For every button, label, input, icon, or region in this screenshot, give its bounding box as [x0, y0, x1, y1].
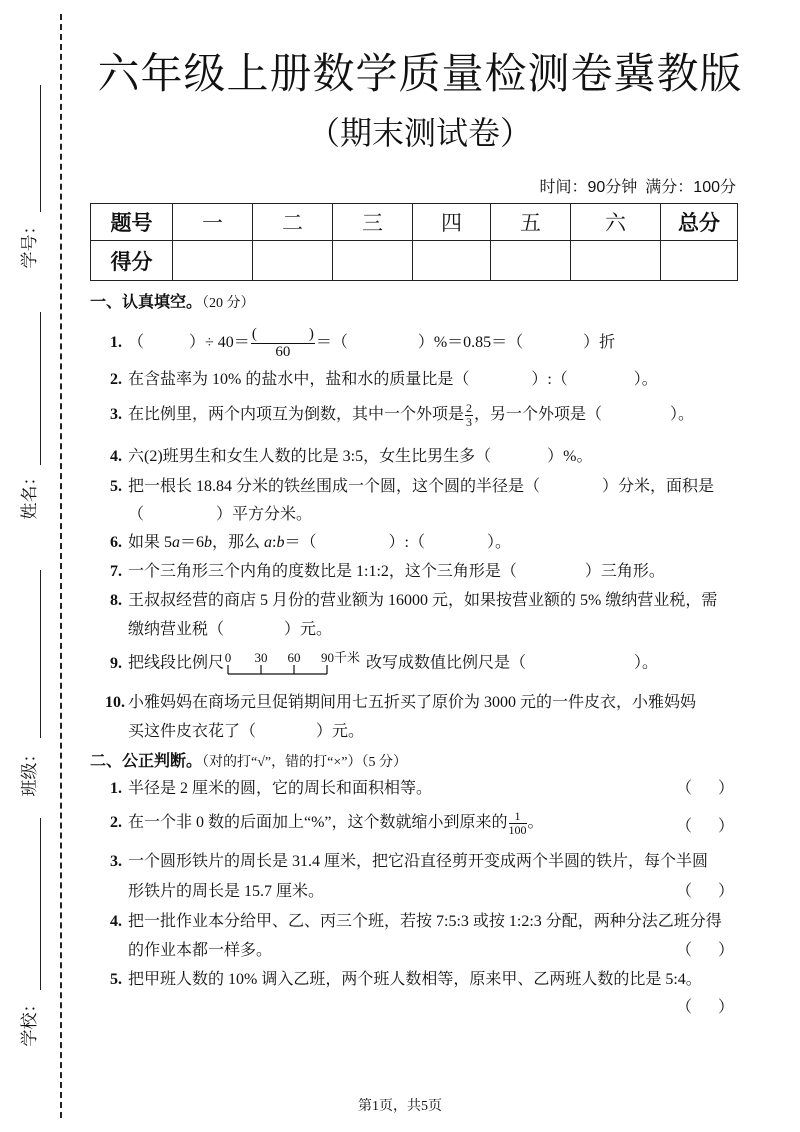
fraction-denominator: 3: [466, 415, 473, 429]
answer-blank: [144, 515, 216, 516]
question-text: ）。: [670, 406, 695, 424]
score-cell-6: [571, 241, 661, 281]
question-text: 如果 5: [128, 534, 173, 551]
question-text: 买这件皮衣花了（: [128, 723, 257, 740]
question-text: 在含盐率为 10% 的盐水中，盐和水的质量比是（: [128, 371, 470, 388]
score-cell-total: [661, 241, 738, 281]
score-cell-4: [413, 241, 491, 281]
page-number: 第1页，共5页: [358, 1099, 442, 1114]
question-text: （: [128, 506, 145, 523]
section-2-instructions: （对的打“√”，错的打“×”）（5 分）: [202, 755, 407, 770]
name-label: 姓名：: [20, 468, 39, 520]
question-text: 把线段比例尺: [128, 654, 225, 672]
answer-blank: [425, 543, 487, 544]
question-5: [110, 474, 714, 500]
line-segment-scale: [224, 650, 366, 678]
question-text: ）。: [486, 534, 511, 551]
question-text: ＝（: [315, 334, 348, 352]
answer-blank: [144, 343, 189, 344]
section-2-title: 二、公正判断。: [90, 753, 203, 770]
section-2-heading: [90, 749, 407, 775]
fraction-numerator: 2: [466, 401, 473, 415]
judgement-4-continued: [128, 938, 272, 964]
question-text: 一个圆形铁片的周长是 31.4 厘米，把它沿直径剪开变成两个半圆的铁片，每个半圆: [128, 853, 709, 870]
question-number: 7.: [110, 563, 122, 580]
judgement-1-answer: [676, 776, 734, 802]
answer-blank: [692, 1008, 718, 1009]
score-table: [90, 203, 738, 281]
judgement-3-answer: [676, 879, 734, 905]
question-text: 形铁片的周长是 15.7 厘米。: [128, 883, 325, 900]
judgement-2-answer: [676, 814, 734, 840]
answer-open-paren: （: [676, 818, 693, 835]
question-text: 一个三角形三个内角的度数比是 1:1:2，这个三角形是（: [128, 563, 517, 580]
binding-dashed-line: [60, 14, 62, 1118]
question-number: 4.: [110, 448, 122, 465]
scale-label-60: 60: [287, 650, 301, 665]
question-1: [110, 326, 616, 360]
exam-subtitle: （期末测试卷）: [307, 115, 532, 151]
question-8: [110, 588, 717, 614]
answer-close-paren: ）: [718, 818, 735, 835]
answer-open-paren: （: [676, 999, 693, 1016]
judgement-5-answer: [676, 995, 734, 1021]
question-text: 把一批作业本分给甲、乙、丙三个班，若按 7:5:3 或按 1:2:3 分配，两种分法乙班分得: [128, 913, 722, 930]
question-number: 5.: [110, 478, 122, 495]
question-10-continued: [128, 719, 364, 745]
class-label: 班级：: [20, 745, 39, 797]
student-id-write-line: [40, 85, 41, 212]
answer-blank: [526, 664, 634, 665]
question-number: 5.: [110, 971, 122, 988]
answer-blank: [540, 487, 602, 488]
scale-label-30: 30: [254, 650, 268, 665]
question-text: ）折: [583, 334, 616, 352]
answer-open-paren: （: [676, 883, 693, 900]
answer-blank: [692, 892, 718, 893]
answer-blank: [602, 415, 670, 416]
question-number: 6.: [110, 534, 122, 551]
fraction-one-hundredth: [509, 810, 527, 837]
score-cell-3: [333, 241, 413, 281]
question-text: ）%＝0.85＝（: [417, 334, 524, 352]
question-text: 在一个非 0 数的后面加上“%”，这个数就缩小到原来的: [128, 814, 508, 832]
question-number: 4.: [110, 913, 122, 930]
section-1-heading: [90, 290, 255, 316]
score-table-header-row: [91, 204, 738, 241]
question-text: ＝（: [284, 534, 317, 551]
judgement-2: [110, 810, 544, 836]
fraction-denominator: 60: [275, 344, 291, 360]
question-text: 。: [527, 814, 544, 832]
question-text: ＝6: [180, 534, 205, 551]
question-text: ）平方分米。: [216, 506, 313, 523]
answer-open-paren: （: [676, 942, 693, 959]
question-number: 2.: [110, 814, 122, 832]
variable-a: a: [172, 534, 181, 551]
answer-blank: [692, 827, 718, 828]
question-text: ）:（: [388, 534, 425, 551]
section-1-points: （20 分）: [202, 296, 255, 311]
answer-blank: [692, 789, 718, 790]
judgement-4-answer: [676, 938, 734, 964]
answer-blank: [317, 543, 389, 544]
scale-label-0: 0: [224, 650, 232, 665]
variable-b: b: [276, 534, 285, 551]
question-text: 王叔叔经营的商店 5 月份的营业额为 16000 元，如果按营业额的 5% 缴纳营业税，需: [128, 592, 718, 609]
name-write-line: [40, 312, 41, 465]
question-text: ，那么: [212, 534, 265, 551]
question-number: 9.: [110, 654, 122, 672]
question-text: ）÷ 40＝: [189, 334, 250, 352]
score-cell-5: [491, 241, 571, 281]
question-10: [105, 690, 696, 716]
judgement-3-continued: [128, 879, 324, 905]
answer-blank: [491, 457, 547, 458]
question-number: 1.: [110, 334, 122, 352]
question-text: ，另一个外项是（: [474, 406, 603, 424]
question-text: 六(2)班男生和女生人数的比是 3:5，女生比男生多（: [128, 448, 492, 465]
question-text: ）。: [634, 654, 659, 672]
exam-title: 六年级上册数学质量检测卷冀教版: [97, 52, 743, 98]
question-number: 3.: [110, 406, 122, 424]
answer-open-paren: （: [676, 780, 693, 797]
variable-b: b: [204, 534, 213, 551]
question-number: 10.: [105, 694, 125, 711]
answer-close-paren: ）: [718, 883, 735, 900]
question-4: [110, 444, 592, 470]
answer-blank: [257, 334, 309, 335]
question-text: ）。: [633, 371, 658, 388]
fraction-numerator: 1: [509, 810, 527, 824]
answer-blank: [224, 630, 284, 631]
header-total: 总分: [661, 204, 738, 241]
question-number: 3.: [110, 853, 122, 870]
question-9: [110, 650, 658, 676]
answer-blank: [692, 951, 718, 952]
ratio-colon: :: [272, 534, 277, 551]
school-write-line: [40, 818, 41, 990]
answer-blank: [348, 343, 418, 344]
fraction-two-thirds: [465, 402, 473, 429]
variable-a: a: [264, 534, 273, 551]
score-cell-2: [253, 241, 333, 281]
question-8-continued: [128, 617, 332, 643]
judgement-4: [110, 909, 722, 935]
score-cell-1: [173, 241, 253, 281]
student-id-label: 学号：: [20, 217, 39, 269]
exam-info: [430, 177, 736, 199]
question-text: 把一根长 18.84 分米的铁丝围成一个圆，这个圆的半径是（: [128, 478, 541, 495]
question-text: ）元。: [284, 621, 333, 638]
fraction-blank-over-60: [251, 326, 315, 361]
school-label: 学校：: [20, 995, 39, 1047]
fraction-numerator: [251, 326, 315, 344]
answer-close-paren: ）: [718, 780, 735, 797]
question-text: ）:（: [531, 371, 568, 388]
answer-blank: [469, 380, 531, 381]
question-text: ）%。: [547, 448, 593, 465]
question-2: [110, 367, 658, 393]
numerator-open-paren: (: [251, 326, 257, 342]
question-number: 1.: [110, 780, 122, 797]
answer-blank: [256, 732, 316, 733]
score-row-label: 得分: [91, 241, 173, 281]
section-1-title: 一、认真填空。: [90, 294, 203, 311]
question-text: 小雅妈妈在商场元旦促销期间用七五折买了原价为 3000 元的一件皮衣，小雅妈妈: [128, 694, 697, 711]
question-6: [110, 530, 511, 556]
question-text: ）三角形。: [584, 563, 665, 580]
header-section-1: 一: [173, 204, 253, 241]
question-text: 把甲班人数的 10% 调入乙班，两个班人数相等，原来甲、乙两班人数的比是 5:4。: [128, 971, 702, 988]
score-table-score-row: [91, 241, 738, 281]
question-text: 改写成数值比例尺是（: [366, 654, 527, 672]
question-number: 2.: [110, 371, 122, 388]
answer-blank: [568, 380, 634, 381]
question-text: 半径是 2 厘米的圆，它的周长和面积相等。: [128, 780, 433, 797]
question-text: 在比例里，两个内项互为倒数，其中一个外项是: [128, 406, 465, 424]
answer-blank: [523, 343, 583, 344]
answer-close-paren: ）: [718, 999, 735, 1016]
judgement-3: [110, 849, 708, 875]
numerator-close-paren: ): [308, 326, 314, 342]
full-score: 满分：100分: [645, 179, 736, 196]
question-text: 的作业本都一样多。: [128, 942, 273, 959]
header-section-4: 四: [413, 204, 491, 241]
header-section-2: 二: [253, 204, 333, 241]
question-7: [110, 559, 665, 585]
scale-label-90-km: 90千米: [321, 650, 361, 665]
fraction-denominator: 100: [508, 823, 527, 837]
question-3: [110, 402, 694, 428]
judgement-5: [110, 967, 702, 993]
judgement-1: [110, 776, 432, 802]
question-text: ）分米，面积是: [602, 478, 715, 495]
header-question-number: 题号: [91, 204, 173, 241]
question-text: （: [128, 334, 145, 352]
question-number: 8.: [110, 592, 122, 609]
header-section-5: 五: [491, 204, 571, 241]
class-write-line: [40, 570, 41, 738]
question-5-continued: [128, 502, 312, 528]
answer-blank: [517, 572, 585, 573]
header-section-6: 六: [571, 204, 661, 241]
time-limit: 时间：90分钟: [539, 179, 638, 196]
question-text: ）元。: [316, 723, 365, 740]
answer-close-paren: ）: [718, 942, 735, 959]
header-section-3: 三: [333, 204, 413, 241]
question-text: 缴纳营业税（: [128, 621, 225, 638]
